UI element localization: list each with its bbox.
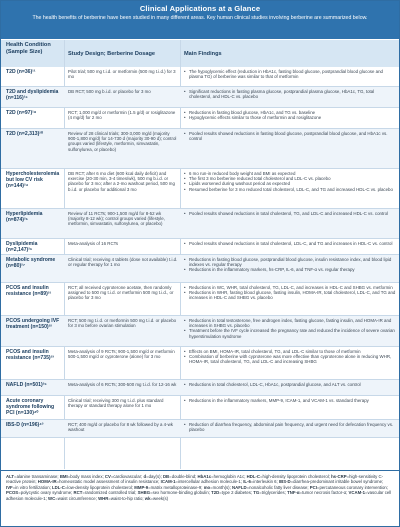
finding-item: • Reductions in WHR, fasting blood glucose, fasting insulin, HOMA-IR, total cholesterol, LDL-C, and TG and increases in HDL-C and SHBG vs. placebo [184,290,396,300]
finding-item: • Reductions in fasting blood glucose, HbA1c, and TG vs. baseline [184,110,396,115]
abbreviation-definition: low-density lipoprotein cholesterol [67,484,132,490]
condition-cell: PCOS and insulin resistance (n=89)³¹ [6,285,52,298]
finding-item: • Pooled results showed reductions in total cholesterol, TG, and LDL-C and increased HDL-C vs. control [184,211,396,216]
design-cell: Review of 11 RCTs; 900-1,500 mg/d for 8-52 wk (majority 8-12 wk); control groups varied (lifestyle, metformin, simvastatin, sulfonylurea, or placebo) [68,211,165,227]
abbreviation-definition: nonalcoholic fatty liver disease [249,484,308,490]
table-row [1,380,399,396]
finding-item: • Resumed berberine for 3 mo reduced total cholesterol, LDL-C, and TG and increased HDL-C vs. placebo [184,187,396,192]
design-cell: Meta-analysis of 9 RCTs; 900-1,500 mg/d or metformin 500-1,500 mg/d or cyproterone (alone) for 3 mo [68,349,175,360]
findings-cell [184,422,396,432]
abbreviation-term: NAFLD [232,484,247,490]
column-header-findings: Main Findings [184,51,222,57]
abbreviation-term: TNF-α [287,490,300,496]
abbreviation-term: IBS-D [278,479,291,485]
condition-cell: T2D and dyslipidemia (n=116)¹⁶ [6,89,59,102]
abbreviation-term: WC [48,495,56,501]
abbreviation-term: PCI [309,484,317,490]
table-row [1,87,399,108]
abbreviation-definition: in vitro fertilization [15,484,50,490]
condition-cell: IBS-D (n=196)⁴³ [6,422,44,428]
condition-cell: Hypercholesterolemia but low CV risk (n=144)²⁴ [6,171,60,190]
abbreviation-term: PCOS [6,490,19,496]
abbreviation-term: IVF [6,484,13,490]
design-cell: RCT; 1,000 mg/d or metformin (1.5 g/d) or rosiglitazone (4 mg/d) for 2 mo [68,110,176,121]
abbreviation-definition: alanine transaminase [16,474,58,479]
column-header-condition: Health Condition (Sample Size) [6,42,51,55]
abbreviation-definition: polycystic ovary syndrome [20,490,72,496]
condition-cell: Metabolic syndrome (n=80)²⁷ [6,257,56,270]
design-cell: RCT; all received cyproterone acetate, then randomly assigned to 500 mg t.i.d. or metformin 500 mg t.i.d., or placebo for 3 mo [68,285,174,301]
table-row [1,283,399,316]
table-row [1,420,399,438]
abbreviation-term: wk [144,495,151,501]
abbreviation-term: MMP-9 [134,484,149,490]
findings-cell [184,171,396,192]
condition-cell: Hyperlipidemia (n=874)²⁵ [6,211,43,224]
abbreviation-definition: triglycerides [261,490,285,496]
table-header [1,40,399,67]
condition-cell: Dyslipidemia (n=2,147)²⁶ [6,241,38,254]
condition-cell: PCOS and insulin resistance (n=735)³³ [6,349,54,362]
table-row [1,108,399,129]
findings-cell [184,318,396,339]
abbreviation-definition: waist-to-hip ratio [110,495,143,501]
table-row [1,255,399,283]
finding-item: • Reductions in the inflammatory markers, hs-CRP, IL-6, and TNF-α vs. regular therapy [184,267,396,272]
abbreviation-term: mo [203,484,211,490]
abbreviation-term: DB [162,474,170,479]
abbreviation-term: HbA1c [197,474,212,479]
abbreviation-definition: cardiovascular [113,474,142,479]
design-cell: Meta-analysis of 16 RCTs [68,241,119,246]
condition-cell: PCOS undergoing IVF treatment (n=150)³² [6,318,60,331]
design-cell: Clinical trial; receiving 4 tablets (dose not available) t.i.d. or regular therapy for 1 mo [68,257,178,268]
abbreviation-term: d [143,474,147,479]
abbreviation-term: hs-CRP [331,474,347,479]
condition-cell: NAFLD (n=501)³⁶ [6,382,47,388]
abbreviation-definition: high-sensitivity C-reactive protein [6,474,384,485]
table-row [1,347,399,380]
finding-item: • Lipids worsened during washout period as expected [184,181,396,186]
abbreviation-definition: matrix metalloproteinase-9 [150,484,202,490]
condition-cell: T2D (n=97)¹⁸ [6,110,37,116]
finding-item: • Reductions in WC, WHR, total cholesterol, TG, LDL-C, and increases in HDL-C and SHBG vs. metformin [184,285,396,290]
condition-cell: Acute coronary syndrome following PCI (n=130)⁴⁰ [6,398,55,417]
finding-item: • Reductions in total cholesterol, LDL-C, HbA1c, postprandial glucose, and ALT vs. control [184,382,396,387]
column-header-design: Study Design; Berberine Dosage [68,51,156,57]
design-cell: DB RCT; 500 mg b.i.d. or placebo for 3 mo [68,89,151,94]
finding-item: • Pooled results showed reductions in fasting blood glucose, postprandial blood glucose, and HbA1c vs. control [184,131,396,141]
abbreviation-definition: week(s) [153,495,169,501]
finding-item: • Treatment before the IVF cycle increased the pregnancy rate and reduced the incidence of severe ovarian hyperstimulation syndrome [184,328,396,338]
abbreviation-term: WHR [98,495,109,501]
design-cell: Review of 28 clinical trials; 300-3,000 mg/d (majority 900-1,800 mg/d) for 14-730 d (majority 30-90 d); control groups varied (lifestyle, metformin, simvastatin, sulfonylurea, or placebo) [68,131,177,152]
design-cell: Clinical trial; receiving 300 mg t.i.d. plus standard therapy or standard therapy alone for 1 mo [68,398,164,409]
abbreviation-definition: high-density lipoprotein cholesterol [262,474,329,479]
abbreviation-definition: tumor necrosis factor-α [302,490,347,496]
abbreviation-definition: intercellular adhesion molecule-1 [178,479,241,485]
findings-cell [184,131,396,141]
abbreviation-term: T2D [211,490,220,496]
findings-cell [184,285,396,301]
table-row [1,169,399,209]
abbreviation-definition: percutaneous coronary intervention [319,484,387,490]
finding-item: • Reductions in the inflammatory markers, MMP-9, ICAM-1, and VCAM-1 vs. standard therapy [184,398,396,403]
finding-item: • The hypoglycemic effect (reduction in HbA1c, fasting blood glucose, postprandial blood glucose and plasma TG) of berberine was similar to that of metformin [184,69,396,79]
abbreviation-term: TG [253,490,260,496]
abbreviation-definition: vascular cell adhesion molecule-1 [6,490,392,501]
table-row [1,239,399,255]
findings-cell [184,398,396,403]
abbreviation-term: RCT [73,490,83,496]
abbreviation-definition: type 2 diabetes [221,490,251,496]
abbreviation-definition: day(s) [148,474,161,479]
finding-item: • Reductions in total testosterone, free androgen index, fasting glucose, fasting insulin, and HOMA-IR and increases in SHBG vs. placebo [184,318,396,328]
intro-text: The health benefits of berberine have been studied in many different areas. Key human clinical studies involving berberine are summarized below. [32,15,368,21]
abbreviation-term: BMI [59,474,68,479]
table-row [1,129,399,169]
finding-item: • Reduction of diarrhea frequency, abdominal pain frequency, and urgent need for defecation frequency vs. placebo [184,422,396,432]
findings-cell [184,257,396,273]
abbreviation-term: LDL-C [51,484,65,490]
findings-cell [184,349,396,365]
design-cell: RCT; 500 mg t.i.d. or metformin 500 mg t.i.d. or placebo for 3 mo before ovarian stimulation [68,318,177,329]
finding-item: • Reductions in fasting blood glucose, postprandial blood glucose, insulin resistance index, and blood lipid indexes vs. regular therapy [184,257,396,267]
finding-item: • Significant reductions in fasting plasma glucose, postprandial plasma glucose, HbA1c, TG, total cholesterol, and HDL-C vs. placebo [184,89,396,99]
condition-cell: T2D (n=2,313)²⁰ [6,131,44,137]
table-row [1,396,399,420]
abbreviation-definition: body mass index [70,474,103,479]
finding-item: • The first 3 mo berberine reduced total cholesterol and LDL-C vs. placebo [184,176,396,181]
findings-cell [184,382,396,387]
abbreviation-definition: hemoglobin A1c [213,474,245,479]
abbreviation-term: IL-6 [243,479,251,485]
finding-item: • Pooled results showed reductions in total cholesterol, LDL-C, and TG and increases in HDL-C vs. control [184,241,396,246]
abbreviation-definition: sex hormone-binding globulin [152,490,209,496]
abbreviation-term: ALT [6,474,15,479]
row-divider [1,437,399,438]
findings-cell [184,69,396,79]
findings-cell [184,241,396,246]
abbreviation-definition: interleukin 6 [253,479,277,485]
design-cell: DB RCT; after 6 mo diet (600 kcal daily deficit) and exercise (20-30 min, 3-4 times/wk), 500 mg b.i.d. or placebo for 3 mo; after a 2-mo washout period, 500 mg b.i.d. or placebo for additional 3 mo [68,171,175,192]
abbreviation-term: HDL-C [246,474,260,479]
title-banner [1,1,399,39]
abbreviation-definition: double-blind [171,474,196,479]
abbreviation-term: VCAM-1 [348,490,365,496]
table-row [1,316,399,347]
finding-item: • 6 mo run-in reduced body weight and BMI as expected [184,171,396,176]
findings-cell [184,211,396,216]
finding-item: • Combination of berberine with cyproterone was more effective than cyproterone alone in reducing WHR, HOMA-IR, total cholesterol, TG, and LDL-C and increasing SHBG [184,354,396,364]
findings-cell [184,89,396,99]
findings-cell [184,110,396,120]
abbreviation-term: CV [104,474,111,479]
abbreviation-definition: month(s) [212,484,230,490]
table-row [1,67,399,87]
abbreviation-definition: waist circumference [57,495,96,501]
abbreviations-footnote: ALT=alanine transaminase; BMI=body mass index; CV=cardiovascular; d=day(s); DB=double-blind; HbA1c=hemoglobin A1c; HDL-C=high-density lipoprotein cholesterol; hs-CRP=high-sensitivity C-reactive protein; HOMA-IR=homeostatic model assessment of insulin resistance; ICAM-1=intercellular adhesion molecule-1; IL-6=interleukin 6; IBS-D=diarrhea-predominant irritable bowel syndrome; IVF=in vitro fertilization; LDL-C=low-density lipoprotein cholesterol; MMP-9=matrix metalloproteinase-9; mo=month(s); NAFLD=nonalcoholic fatty liver disease; PCI=percutaneous coronary intervention; PCOS=polycystic ovary syndrome; RCT=randomized controlled trial; SHBG=sex hormone-binding globulin; T2D=type 2 diabetes; TG=triglycerides; TNF-α=tumor necrosis factor-α; VCAM-1=vascular cell adhesion molecule-1; WC=waist circumference; WHR=waist-to-hip ratio; wk=week(s) [1,470,399,527]
abbreviation-term: SHBG [137,490,151,496]
abbreviation-term: HOMA-IR [37,479,57,485]
design-cell: Pilot trial; 500 mg t.i.d. or metformin (500 mg t.i.d.) for 3 mo [68,69,176,80]
page-title: Clinical Applications at a Glance [139,4,261,13]
abbreviation-definition: randomized controlled trial [84,490,136,496]
design-cell: Meta-analysis of 6 RCTs; 300-500 mg t.i.d. for 12-16 wk [68,382,177,387]
abbreviation-definition: homeostatic model assessment of insulin resistance [59,479,159,485]
finding-item: • Effects on BMI, HOMA-IR, total cholesterol, TG, and LDL-C similar to those of metformin [184,349,396,354]
finding-item: • Hypoglycemic effects similar to those of metformin and rosiglitazone [184,115,396,120]
condition-cell: T2D (n=36)¹¹ [6,69,36,75]
abbreviation-term: ICAM-1 [160,479,176,485]
table-row [1,209,399,239]
abbreviation-definition: diarrhea-predominant irritable bowel syndrome [293,479,383,485]
design-cell: RCT; 400 mg/d or placebo for 8 wk followed by a 4-wk washout [68,422,173,433]
